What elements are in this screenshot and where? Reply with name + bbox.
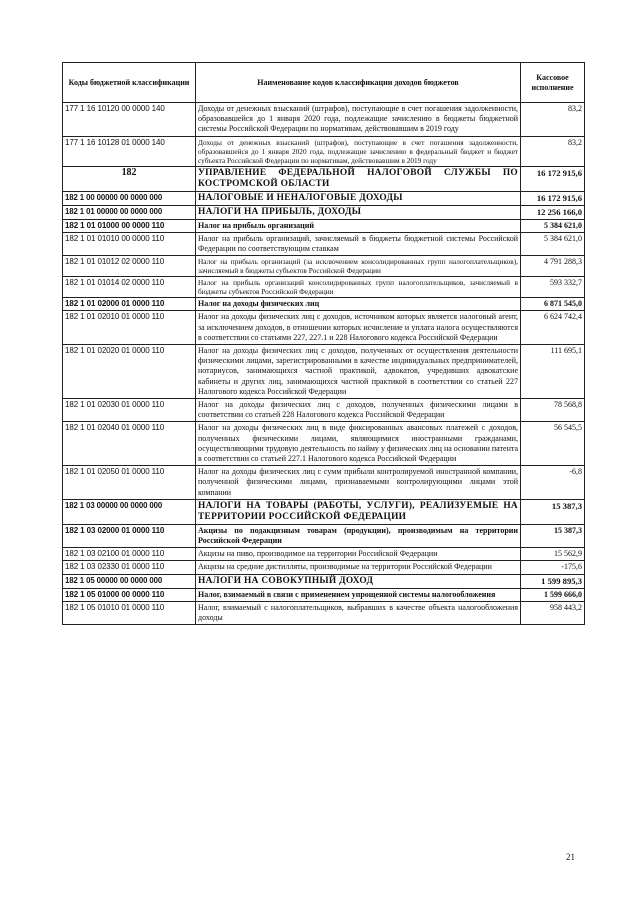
table-header-row [63, 63, 585, 103]
row-name-cell: Акцизы по подакцизным товарам (продукции), производимым на территории Российской Федерации [196, 524, 521, 547]
row-name-cell: Акцизы на средние дистилляты, производимые на территории Российской Федерации [196, 561, 521, 574]
table-row [63, 499, 585, 524]
row-code-cell: 182 1 01 01012 02 0000 110 [63, 256, 196, 277]
table-row [63, 311, 585, 345]
table-row [63, 588, 585, 601]
row-name-cell: Налог на прибыль организаций, зачисляемый в бюджеты бюджетной системы Российской Федерации по соответствующим ставкам [196, 232, 521, 255]
row-amount-cell: 15 387,3 [521, 524, 585, 547]
row-name-cell: НАЛОГИ НА ПРИБЫЛЬ, ДОХОДЫ [196, 205, 521, 219]
header-amount: Кассовое исполнение [521, 63, 585, 103]
row-code-cell: 182 1 03 02330 01 0000 110 [63, 561, 196, 574]
row-amount-cell: 78 568,8 [521, 399, 585, 422]
row-name-cell: Налог, взимаемый в связи с применением упрощенной системы налогообложения [196, 588, 521, 601]
row-code-cell: 182 1 01 01010 00 0000 110 [63, 232, 196, 255]
row-amount-cell: 83,2 [521, 136, 585, 166]
row-name-cell: НАЛОГИ НА СОВОКУПНЫЙ ДОХОД [196, 574, 521, 588]
table-row [63, 219, 585, 232]
row-amount-cell: 12 256 166,0 [521, 205, 585, 219]
row-code-cell: 182 1 03 02100 01 0000 110 [63, 548, 196, 561]
table-row [63, 277, 585, 298]
row-name-cell: Налог на прибыль организаций консолидированных групп налогоплательщиков, зачисляемый в бюджеты субъектов Российской Федерации [196, 277, 521, 298]
row-code-cell: 182 1 01 01014 02 0000 110 [63, 277, 196, 298]
row-code-cell: 182 1 01 00000 00 0000 000 [63, 205, 196, 219]
row-name-cell: Налог на доходы физических лиц в виде фиксированных авансовых платежей с доходов, полученных физическими лицами, являющимися иностранными гражданами, осуществляющими трудовую деятельность по найму у физических лиц на основании патента в соответствии со статьей 227.1 Налогового кодекса Российской Федерации [196, 422, 521, 466]
row-amount-cell: 1 599 666,0 [521, 588, 585, 601]
row-code-cell: 182 1 05 01010 01 0000 110 [63, 601, 196, 624]
row-name-cell: Налог на доходы физических лиц с сумм прибыли контролируемой иностранной компании, полученной физическими лицами, признаваемыми контролирующими лицами этой компании [196, 466, 521, 500]
row-amount-cell: -6,8 [521, 466, 585, 500]
row-code-cell: 182 1 01 02020 01 0000 110 [63, 345, 196, 399]
table-row [63, 466, 585, 500]
revenue-table [62, 62, 585, 625]
row-code-cell: 177 1 16 10128 01 0000 140 [63, 136, 196, 166]
row-amount-cell: 6 624 742,4 [521, 311, 585, 345]
row-amount-cell: 958 443,2 [521, 601, 585, 624]
row-code-cell: 182 1 01 02000 01 0000 110 [63, 298, 196, 311]
row-name-cell: Налог на доходы физических лиц с доходов, источником которых является налоговый агент, за исключением доходов, в отношении которых исчисление и уплата налога осуществляются в соответствии со статьями 227, 227.1 и 228 Налогового кодекса Российской Федерации [196, 311, 521, 345]
row-amount-cell: 5 384 621,0 [521, 232, 585, 255]
row-code-cell: 182 1 03 00000 00 0000 000 [63, 499, 196, 524]
row-amount-cell: 83,2 [521, 103, 585, 137]
table-row [63, 345, 585, 399]
table-row [63, 399, 585, 422]
row-amount-cell: 16 172 915,6 [521, 166, 585, 191]
row-code-cell: 182 1 03 02000 01 0000 110 [63, 524, 196, 547]
table-row [63, 548, 585, 561]
header-name: Наименование кодов классификации доходов бюджетов [196, 63, 521, 103]
row-code-cell: 182 [63, 166, 196, 191]
row-code-cell: 182 1 01 01000 00 0000 110 [63, 219, 196, 232]
table-row [63, 191, 585, 205]
table-row [63, 205, 585, 219]
table-row [63, 166, 585, 191]
table-row [63, 103, 585, 137]
row-name-cell: Акцизы на пиво, производимое на территории Российской Федерации [196, 548, 521, 561]
table-row [63, 601, 585, 624]
row-code-cell: 182 1 00 00000 00 0000 000 [63, 191, 196, 205]
table-row [63, 524, 585, 547]
document-page [62, 62, 584, 625]
row-name-cell: Доходы от денежных взысканий (штрафов), поступающие в счет погашения задолженности, образовавшейся до 1 января 2020 года, подлежащие зачислению в бюджеты бюджетной системы Российской Федерации по нормативам, действовавшим в 2019 году [196, 103, 521, 137]
table-row [63, 561, 585, 574]
row-name-cell: Налог на доходы физических лиц [196, 298, 521, 311]
row-name-cell: Налог, взимаемый с налогоплательщиков, выбравших в качестве объекта налогообложения доходы [196, 601, 521, 624]
row-code-cell: 182 1 01 02030 01 0000 110 [63, 399, 196, 422]
row-amount-cell: 4 791 288,3 [521, 256, 585, 277]
row-amount-cell: 111 695,1 [521, 345, 585, 399]
row-name-cell: Налог на прибыль организаций (за исключением консолидированных групп налогоплательщиков), зачисляемый в бюджеты субъектов Российской Федерации [196, 256, 521, 277]
row-code-cell: 182 1 01 02050 01 0000 110 [63, 466, 196, 500]
table-row [63, 256, 585, 277]
row-name-cell: НАЛОГОВЫЕ И НЕНАЛОГОВЫЕ ДОХОДЫ [196, 191, 521, 205]
row-name-cell: НАЛОГИ НА ТОВАРЫ (РАБОТЫ, УСЛУГИ), РЕАЛИЗУЕМЫЕ НА ТЕРРИТОРИИ РОССИЙСКОЙ ФЕДЕРАЦИИ [196, 499, 521, 524]
table-row [63, 136, 585, 166]
row-name-cell: Доходы от денежных взысканий (штрафов), поступающие в счет погашения задолженности, образовавшейся до 1 января 2020 года, подлежащие зачислению в федеральный бюджет и бюджет субъекта Российской Федерации по нормативам, действовавшим в 2019 году [196, 136, 521, 166]
row-amount-cell: 15 387,3 [521, 499, 585, 524]
header-code: Коды бюджетной классификации [63, 63, 196, 103]
row-amount-cell: 593 332,7 [521, 277, 585, 298]
table-row [63, 574, 585, 588]
row-code-cell: 182 1 05 00000 00 0000 000 [63, 574, 196, 588]
page-number: 21 [566, 852, 575, 862]
row-name-cell: Налог на доходы физических лиц с доходов, полученных физическими лицами в соответствии со статьей 228 Налогового кодекса Российской Федерации [196, 399, 521, 422]
row-amount-cell: 15 562,9 [521, 548, 585, 561]
row-amount-cell: 16 172 915,6 [521, 191, 585, 205]
row-name-cell: Налог на доходы физических лиц с доходов, полученных от осуществления деятельности физическими лицами, зарегистрированными в качестве индивидуальных предпринимателей, нотариусов, занимающихся частной практикой, адвокатов, учредивших адвокатские кабинеты и других лиц, занимающихся частной практикой в соответствии со статьей 227 Налогового кодекса Российской Федерации [196, 345, 521, 399]
row-amount-cell: -175,6 [521, 561, 585, 574]
row-amount-cell: 5 384 621,0 [521, 219, 585, 232]
row-amount-cell: 56 545,5 [521, 422, 585, 466]
row-code-cell: 177 1 16 10120 00 0000 140 [63, 103, 196, 137]
table-row [63, 298, 585, 311]
row-code-cell: 182 1 01 02010 01 0000 110 [63, 311, 196, 345]
row-amount-cell: 1 599 895,3 [521, 574, 585, 588]
row-name-cell: УПРАВЛЕНИЕ ФЕДЕРАЛЬНОЙ НАЛОГОВОЙ СЛУЖБЫ ПО КОСТРОМСКОЙ ОБЛАСТИ [196, 166, 521, 191]
row-amount-cell: 6 871 545,0 [521, 298, 585, 311]
row-name-cell: Налог на прибыль организаций [196, 219, 521, 232]
table-row [63, 232, 585, 255]
row-code-cell: 182 1 01 02040 01 0000 110 [63, 422, 196, 466]
row-code-cell: 182 1 05 01000 00 0000 110 [63, 588, 196, 601]
table-row [63, 422, 585, 466]
